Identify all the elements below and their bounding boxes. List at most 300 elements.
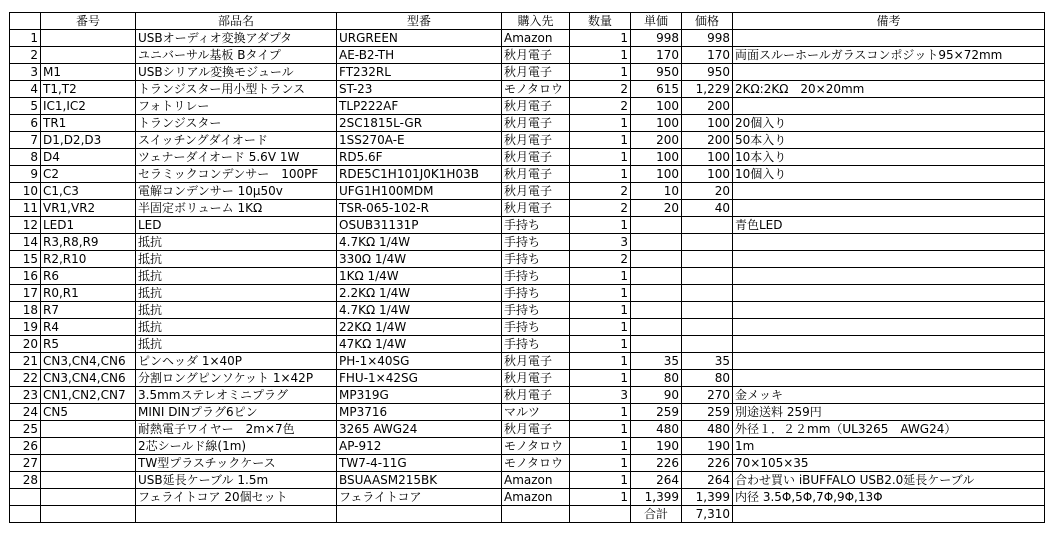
header-cell[interactable]: 型番 [337,13,502,30]
quantity-cell[interactable]: 1 [570,472,631,489]
unit-price-cell[interactable]: 264 [631,472,682,489]
quantity-cell[interactable]: 1 [570,217,631,234]
model-number-cell[interactable]: TW7-4-11G [337,455,502,472]
remarks-cell[interactable] [733,370,1045,387]
unit-price-cell[interactable] [631,217,682,234]
row-number-cell[interactable]: 5 [10,98,41,115]
part-ref-cell[interactable] [41,47,136,64]
remarks-cell[interactable]: 2KΩ:2KΩ 20×20mm [733,81,1045,98]
quantity-cell[interactable]: 1 [570,115,631,132]
row-number-cell[interactable]: 22 [10,370,41,387]
row-number-cell[interactable]: 25 [10,421,41,438]
unit-price-cell[interactable]: 226 [631,455,682,472]
table-row [10,47,1045,64]
unit-price-cell[interactable]: 1,399 [631,489,682,506]
header-cell[interactable]: 単価 [631,13,682,30]
unit-price-cell[interactable] [631,251,682,268]
row-number-cell[interactable]: 19 [10,319,41,336]
table-row [10,234,1045,251]
part-ref-cell[interactable]: R6 [41,268,136,285]
row-number-cell[interactable]: 12 [10,217,41,234]
price-cell[interactable]: 1,399 [682,489,733,506]
price-cell[interactable]: 1,229 [682,81,733,98]
parts-list-table [9,12,1045,523]
part-ref-cell[interactable]: R4 [41,319,136,336]
unit-price-cell[interactable]: 90 [631,387,682,404]
part-name-cell[interactable]: ユニバーサル基板 Bタイプ [136,47,337,64]
remarks-cell[interactable] [733,30,1045,47]
price-cell[interactable] [682,217,733,234]
table-row [10,98,1045,115]
quantity-cell[interactable]: 2 [570,98,631,115]
quantity-cell[interactable]: 2 [570,81,631,98]
part-name-cell[interactable]: トランジスター用小型トランス [136,81,337,98]
supplier-cell[interactable]: モノタロウ [502,438,570,455]
remarks-cell[interactable]: 外径１．２２mm（UL3265 AWG24） [733,421,1045,438]
supplier-cell[interactable]: Amazon [502,472,570,489]
table-row [10,302,1045,319]
row-number-cell[interactable]: 23 [10,387,41,404]
unit-price-cell[interactable]: 35 [631,353,682,370]
quantity-cell[interactable]: 1 [570,285,631,302]
unit-price-cell[interactable] [631,268,682,285]
header-cell[interactable]: 購入先 [502,13,570,30]
price-cell[interactable] [682,302,733,319]
header-cell[interactable]: 部品名 [136,13,337,30]
remarks-cell[interactable] [733,268,1045,285]
price-cell[interactable]: 200 [682,132,733,149]
row-number-cell[interactable]: 17 [10,285,41,302]
unit-price-cell[interactable]: 100 [631,149,682,166]
supplier-cell[interactable]: 手持ち [502,251,570,268]
quantity-cell[interactable]: 1 [570,353,631,370]
part-name-cell[interactable]: 抵抗 [136,285,337,302]
model-number-cell[interactable]: FHU-1×42SG [337,370,502,387]
part-name-cell[interactable]: 電解コンデンサー 10μ50v [136,183,337,200]
unit-price-cell[interactable]: 998 [631,30,682,47]
header-row [10,13,1045,30]
row-number-cell[interactable]: 6 [10,115,41,132]
table-row [10,64,1045,81]
header-cell[interactable]: 番号 [41,13,136,30]
supplier-cell[interactable]: 秋月電子 [502,149,570,166]
unit-price-cell[interactable]: 259 [631,404,682,421]
part-name-cell[interactable]: ツェナーダイオード 5.6V 1W [136,149,337,166]
remarks-cell[interactable] [733,183,1045,200]
part-ref-cell[interactable]: R0,R1 [41,285,136,302]
part-ref-cell[interactable]: R5 [41,336,136,353]
part-ref-cell[interactable]: LED1 [41,217,136,234]
table-row [10,268,1045,285]
quantity-cell[interactable]: 3 [570,387,631,404]
unit-price-cell[interactable] [631,336,682,353]
model-number-cell[interactable]: MP319G [337,387,502,404]
model-number-cell[interactable]: 3265 AWG24 [337,421,502,438]
price-cell[interactable]: 200 [682,98,733,115]
quantity-cell[interactable]: 2 [570,200,631,217]
total-value[interactable]: 7,310 [682,506,733,523]
supplier-cell[interactable]: Amazon [502,30,570,47]
row-number-cell[interactable]: 20 [10,336,41,353]
supplier-cell[interactable]: 手持ち [502,234,570,251]
model-number-cell[interactable]: PH-1×40SG [337,353,502,370]
part-ref-cell[interactable] [41,489,136,506]
supplier-cell[interactable]: 秋月電子 [502,98,570,115]
quantity-cell[interactable]: 1 [570,132,631,149]
part-name-cell[interactable]: USBシリアル変換モジュール [136,64,337,81]
supplier-cell[interactable]: 秋月電子 [502,387,570,404]
table-row [10,319,1045,336]
model-number-cell[interactable]: AE-B2-TH [337,47,502,64]
remarks-cell[interactable] [733,285,1045,302]
total-row [10,506,1045,523]
model-number-cell[interactable]: 1KΩ 1/4W [337,268,502,285]
price-cell[interactable]: 190 [682,438,733,455]
part-name-cell[interactable]: MINI DINプラグ6ピン [136,404,337,421]
price-cell[interactable] [682,234,733,251]
remarks-cell[interactable] [733,336,1045,353]
supplier-cell[interactable]: Amazon [502,489,570,506]
row-number-cell[interactable]: 14 [10,234,41,251]
cell[interactable] [502,506,570,523]
cell[interactable] [337,506,502,523]
cell[interactable] [136,506,337,523]
header-cell[interactable]: 備考 [733,13,1045,30]
unit-price-cell[interactable]: 170 [631,47,682,64]
part-ref-cell[interactable]: CN1,CN2,CN7 [41,387,136,404]
part-name-cell[interactable]: 分割ロングピンソケット 1×42P [136,370,337,387]
part-ref-cell[interactable]: VR1,VR2 [41,200,136,217]
row-number-cell[interactable]: 16 [10,268,41,285]
unit-price-cell[interactable] [631,319,682,336]
supplier-cell[interactable]: 手持ち [502,319,570,336]
part-name-cell[interactable]: フォトリレー [136,98,337,115]
price-cell[interactable]: 80 [682,370,733,387]
model-number-cell[interactable]: RDE5C1H101J0K1H03B [337,166,502,183]
table-row [10,30,1045,47]
part-ref-cell[interactable] [41,455,136,472]
remarks-cell[interactable] [733,200,1045,217]
part-name-cell[interactable]: 抵抗 [136,319,337,336]
table-row [10,353,1045,370]
cell[interactable] [41,506,136,523]
model-number-cell[interactable]: FT232RL [337,64,502,81]
remarks-cell[interactable]: 50本入り [733,132,1045,149]
unit-price-cell[interactable]: 20 [631,200,682,217]
table-row [10,472,1045,489]
unit-price-cell[interactable]: 100 [631,166,682,183]
price-cell[interactable]: 100 [682,166,733,183]
table-row [10,132,1045,149]
remarks-cell[interactable] [733,64,1045,81]
part-name-cell[interactable]: 抵抗 [136,302,337,319]
model-number-cell[interactable]: 1SS270A-E [337,132,502,149]
supplier-cell[interactable]: 秋月電子 [502,64,570,81]
price-cell[interactable]: 480 [682,421,733,438]
quantity-cell[interactable]: 1 [570,404,631,421]
table-row [10,421,1045,438]
supplier-cell[interactable]: 秋月電子 [502,370,570,387]
unit-price-cell[interactable]: 190 [631,438,682,455]
price-cell[interactable]: 170 [682,47,733,64]
row-number-cell[interactable]: 18 [10,302,41,319]
supplier-cell[interactable]: 秋月電子 [502,115,570,132]
row-number-cell[interactable]: 24 [10,404,41,421]
part-name-cell[interactable]: 抵抗 [136,251,337,268]
remarks-cell[interactable]: 別途送料 259円 [733,404,1045,421]
table-row [10,149,1045,166]
part-ref-cell[interactable]: IC1,IC2 [41,98,136,115]
quantity-cell[interactable]: 1 [570,336,631,353]
supplier-cell[interactable]: 秋月電子 [502,421,570,438]
price-cell[interactable]: 998 [682,30,733,47]
model-number-cell[interactable]: TSR-065-102-R [337,200,502,217]
model-number-cell[interactable]: 4.7KΩ 1/4W [337,234,502,251]
row-number-cell[interactable]: 10 [10,183,41,200]
price-cell[interactable]: 259 [682,404,733,421]
quantity-cell[interactable]: 1 [570,421,631,438]
part-name-cell[interactable]: ピンヘッダ 1×40P [136,353,337,370]
row-number-cell[interactable]: 11 [10,200,41,217]
part-ref-cell[interactable]: C1,C3 [41,183,136,200]
quantity-cell[interactable]: 1 [570,268,631,285]
remarks-cell[interactable]: 1m [733,438,1045,455]
supplier-cell[interactable]: 秋月電子 [502,183,570,200]
header-cell[interactable]: 数量 [570,13,631,30]
cell[interactable] [570,506,631,523]
price-cell[interactable]: 100 [682,149,733,166]
model-number-cell[interactable]: RD5.6F [337,149,502,166]
price-cell[interactable]: 264 [682,472,733,489]
part-ref-cell[interactable]: M1 [41,64,136,81]
price-cell[interactable]: 950 [682,64,733,81]
table-row [10,115,1045,132]
row-number-cell[interactable]: 8 [10,149,41,166]
supplier-cell[interactable]: 手持ち [502,285,570,302]
row-number-cell[interactable]: 15 [10,251,41,268]
unit-price-cell[interactable]: 100 [631,115,682,132]
row-number-cell[interactable]: 27 [10,455,41,472]
supplier-cell[interactable]: 秋月電子 [502,166,570,183]
quantity-cell[interactable]: 1 [570,64,631,81]
supplier-cell[interactable]: 秋月電子 [502,132,570,149]
model-number-cell[interactable]: フェライトコア [337,489,502,506]
unit-price-cell[interactable]: 615 [631,81,682,98]
part-ref-cell[interactable]: R3,R8,R9 [41,234,136,251]
supplier-cell[interactable]: マルツ [502,404,570,421]
unit-price-cell[interactable]: 950 [631,64,682,81]
quantity-cell[interactable]: 1 [570,166,631,183]
part-ref-cell[interactable]: TR1 [41,115,136,132]
remarks-cell[interactable]: 金メッキ [733,387,1045,404]
quantity-cell[interactable]: 1 [570,489,631,506]
price-cell[interactable]: 35 [682,353,733,370]
model-number-cell[interactable]: 47KΩ 1/4W [337,336,502,353]
part-name-cell[interactable]: 2芯シールド線(1m) [136,438,337,455]
part-name-cell[interactable]: フェライトコア 20個セット [136,489,337,506]
quantity-cell[interactable]: 1 [570,370,631,387]
row-number-cell[interactable]: 4 [10,81,41,98]
unit-price-cell[interactable] [631,302,682,319]
model-number-cell[interactable]: 2SC1815L-GR [337,115,502,132]
remarks-cell[interactable]: 20個入り [733,115,1045,132]
price-cell[interactable]: 20 [682,183,733,200]
unit-price-cell[interactable]: 100 [631,98,682,115]
part-ref-cell[interactable]: R2,R10 [41,251,136,268]
quantity-cell[interactable]: 1 [570,30,631,47]
remarks-cell[interactable]: 70×105×35 [733,455,1045,472]
cell[interactable] [10,506,41,523]
row-number-cell[interactable]: 7 [10,132,41,149]
price-cell[interactable]: 270 [682,387,733,404]
model-number-cell[interactable]: AP-912 [337,438,502,455]
table-row [10,81,1045,98]
part-name-cell[interactable]: 3.5mmステレオミニプラグ [136,387,337,404]
part-ref-cell[interactable] [41,421,136,438]
quantity-cell[interactable]: 3 [570,234,631,251]
price-cell[interactable]: 226 [682,455,733,472]
remarks-cell[interactable]: 10本入り [733,149,1045,166]
part-name-cell[interactable]: 耐熱電子ワイヤー 2m×7色 [136,421,337,438]
remarks-cell[interactable]: 青色LED [733,217,1045,234]
model-number-cell[interactable]: OSUB31131P [337,217,502,234]
quantity-cell[interactable]: 1 [570,302,631,319]
remarks-cell[interactable] [733,98,1045,115]
unit-price-cell[interactable] [631,234,682,251]
model-number-cell[interactable]: URGREEN [337,30,502,47]
model-number-cell[interactable]: MP3716 [337,404,502,421]
supplier-cell[interactable]: 秋月電子 [502,47,570,64]
quantity-cell[interactable]: 1 [570,438,631,455]
row-number-cell[interactable] [10,489,41,506]
table-row [10,217,1045,234]
part-ref-cell[interactable]: C2 [41,166,136,183]
remarks-cell[interactable]: 両面スルーホールガラスコンポジット95×72mm [733,47,1045,64]
remarks-cell[interactable] [733,353,1045,370]
table-row [10,285,1045,302]
price-cell[interactable] [682,319,733,336]
table-row [10,336,1045,353]
unit-price-cell[interactable]: 480 [631,421,682,438]
remarks-cell[interactable]: 10個入り [733,166,1045,183]
table-row [10,251,1045,268]
price-cell[interactable]: 100 [682,115,733,132]
table-row [10,489,1045,506]
supplier-cell[interactable]: 手持ち [502,268,570,285]
supplier-cell[interactable]: 秋月電子 [502,353,570,370]
model-number-cell[interactable]: 22KΩ 1/4W [337,319,502,336]
part-name-cell[interactable]: スイッチングダイオード [136,132,337,149]
part-ref-cell[interactable] [41,30,136,47]
unit-price-cell[interactable]: 200 [631,132,682,149]
part-ref-cell[interactable]: CN3,CN4,CN6 [41,370,136,387]
table-row [10,183,1045,200]
table-row [10,200,1045,217]
header-cell[interactable] [10,13,41,30]
table-row [10,438,1045,455]
supplier-cell[interactable]: 秋月電子 [502,200,570,217]
table-row [10,387,1045,404]
model-number-cell[interactable]: 4.7KΩ 1/4W [337,302,502,319]
quantity-cell[interactable]: 2 [570,251,631,268]
price-cell[interactable] [682,336,733,353]
part-ref-cell[interactable] [41,438,136,455]
model-number-cell[interactable]: 2.2KΩ 1/4W [337,285,502,302]
remarks-cell[interactable] [733,251,1045,268]
remarks-cell[interactable] [733,319,1045,336]
total-label[interactable]: 合計 [631,506,682,523]
part-ref-cell[interactable]: CN5 [41,404,136,421]
cell[interactable] [733,506,1045,523]
part-name-cell[interactable]: 半固定ボリューム 1KΩ [136,200,337,217]
quantity-cell[interactable]: 1 [570,47,631,64]
part-ref-cell[interactable]: R7 [41,302,136,319]
price-cell[interactable] [682,268,733,285]
quantity-cell[interactable]: 1 [570,455,631,472]
remarks-cell[interactable]: 合わせ買い iBUFFALO USB2.0延長ケーブル [733,472,1045,489]
table-row [10,370,1045,387]
model-number-cell[interactable]: BSUAASM215BK [337,472,502,489]
supplier-cell[interactable]: 手持ち [502,217,570,234]
model-number-cell[interactable]: TLP222AF [337,98,502,115]
price-cell[interactable] [682,251,733,268]
price-cell[interactable]: 40 [682,200,733,217]
part-name-cell[interactable]: 抵抗 [136,336,337,353]
remarks-cell[interactable]: 内径 3.5Φ,5Φ,7Φ,9Φ,13Φ [733,489,1045,506]
quantity-cell[interactable]: 2 [570,183,631,200]
row-number-cell[interactable]: 1 [10,30,41,47]
model-number-cell[interactable]: ST-23 [337,81,502,98]
part-ref-cell[interactable]: D1,D2,D3 [41,132,136,149]
table-row [10,455,1045,472]
row-number-cell[interactable]: 2 [10,47,41,64]
row-number-cell[interactable]: 3 [10,64,41,81]
price-cell[interactable] [682,285,733,302]
part-name-cell[interactable]: 抵抗 [136,234,337,251]
supplier-cell[interactable]: モノタロウ [502,81,570,98]
supplier-cell[interactable]: 手持ち [502,336,570,353]
row-number-cell[interactable]: 28 [10,472,41,489]
row-number-cell[interactable]: 26 [10,438,41,455]
supplier-cell[interactable]: モノタロウ [502,455,570,472]
part-ref-cell[interactable]: T1,T2 [41,81,136,98]
part-name-cell[interactable]: USB延長ケーブル 1.5m [136,472,337,489]
part-name-cell[interactable]: トランジスター [136,115,337,132]
part-name-cell[interactable]: 抵抗 [136,268,337,285]
unit-price-cell[interactable]: 10 [631,183,682,200]
part-name-cell[interactable]: USBオーディオ変換アダプタ [136,30,337,47]
part-name-cell[interactable]: LED [136,217,337,234]
part-name-cell[interactable]: セラミックコンデンサー 100PF [136,166,337,183]
supplier-cell[interactable]: 手持ち [502,302,570,319]
row-number-cell[interactable]: 9 [10,166,41,183]
part-ref-cell[interactable] [41,472,136,489]
unit-price-cell[interactable]: 80 [631,370,682,387]
quantity-cell[interactable]: 1 [570,149,631,166]
remarks-cell[interactable] [733,234,1045,251]
part-ref-cell[interactable]: CN3,CN4,CN6 [41,353,136,370]
header-cell[interactable]: 価格 [682,13,733,30]
quantity-cell[interactable]: 1 [570,319,631,336]
remarks-cell[interactable] [733,302,1045,319]
table-row [10,166,1045,183]
part-name-cell[interactable]: TW型プラスチックケース [136,455,337,472]
model-number-cell[interactable]: UFG1H100MDM [337,183,502,200]
unit-price-cell[interactable] [631,285,682,302]
part-ref-cell[interactable]: D4 [41,149,136,166]
model-number-cell[interactable]: 330Ω 1/4W [337,251,502,268]
row-number-cell[interactable]: 21 [10,353,41,370]
